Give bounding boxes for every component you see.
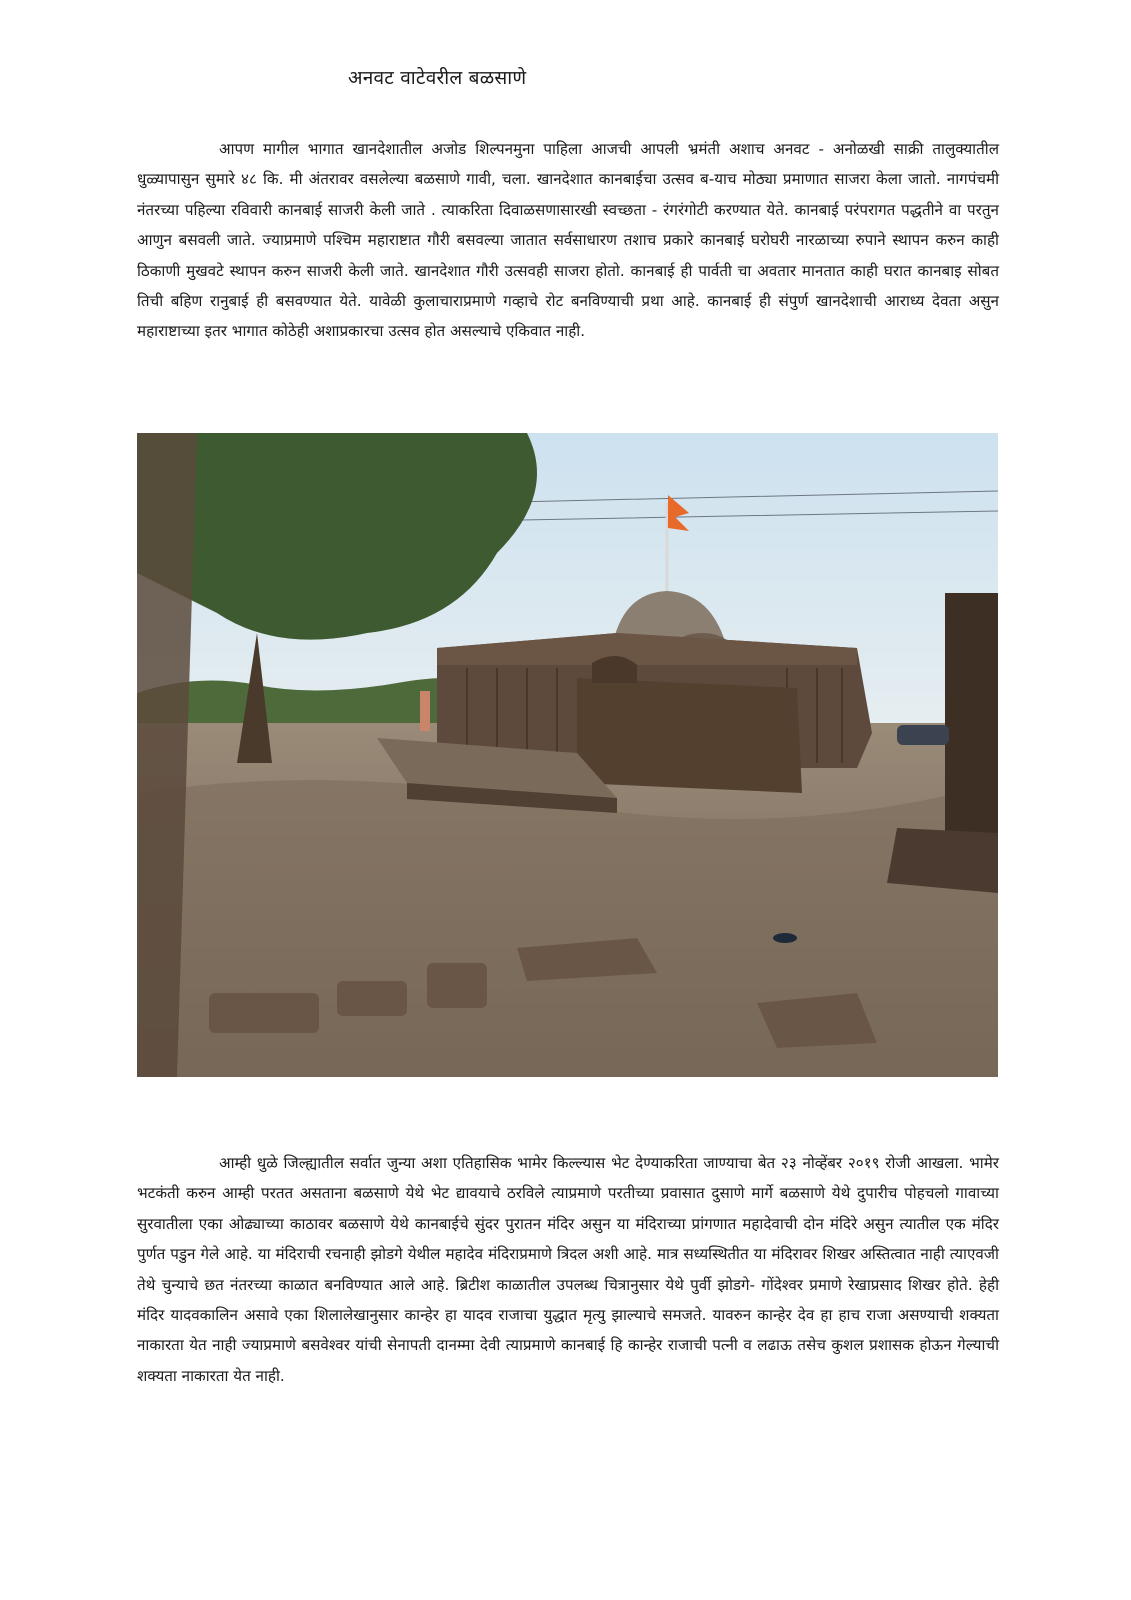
- person: [420, 691, 430, 731]
- temple-photo: [137, 433, 998, 1077]
- paragraph-intro: आपण मागील भागात खानदेशातील अजोड शिल्पनमुना पाहिला आजची आपली भ्रमंती अशाच अनवट - अनोळखी साक्री तालुक्यातील धुळ्यापासुन सुमारे ४८ कि. मी अंतरावर वसलेल्या बळसाणे गावी, चला. खानदेशात कानबाईचा उत्सव ब-याच मोठ्या प्रमाणात साजरा केला जातो. नागपंचमी नंतरच्या पहिल्या रविवारी कानबाई साजरी केली जाते . त्याकरिता दिवाळसणासारखी स्वच्छता - रंगरंगोटी करण्यात येते. कानबाई परंपरागत पद्धतीने वा परतुन आणुन बसवली जाते. ज्याप्रमाणे पश्चिम महाराष्टात गौरी बसवल्या जातात सर्वसाधारण तशाच प्रकारे कानबाई घरोघरी नारळाच्या रुपाने स्थापन करुन काही ठिकाणी मुखवटे स्थापन करुन साजरी केली जाते. खानदेशात गौरी उत्सवही साजरा होतो. कानबाई ही पार्वती चा अवतार मानतात काही घरात कानबाइ सोबत तिची बहिण रानुबाई ही बसवण्यात येते. यावेळी कुलाचाराप्रमाणे गव्हाचे रोट बनविण्याची प्रथा आहे. कानबाई ही संपुर्ण खानदेशाची आराध्य देवता असुन महाराष्टाच्या इतर भागात कोठेही अशाप्रकारचा उत्सव होत असल्याचे एकिवात नाही.: [137, 140, 999, 341]
- paragraph-visit: आम्ही धुळे जिल्ह्यातील सर्वात जुन्या अशा एतिहासिक भामेर किल्ल्यास भेट देण्याकरिता जाण्याचा बेत २३ नोव्हेंबर २०१९ रोजी आखला. भामेर भटकंती करुन आम्ही परतत असताना बळसाणे येथे भेट द्यावयाचे ठरविले त्याप्रमाणे परतीच्या प्रवासात दुसाणे मार्गे बळसाणे येथे दुपारीच पोहचलो गावाच्या सुरवातीला एका ओढ्याच्या काठावर बळसाणे येथे कानबाईचे सुंदर पुरातन मंदिर असुन या मंदिराच्या प्रांगणात महादेवाची दोन मंदिरे असुन त्यातील एक मंदिर पुर्णत पडुन गेले आहे. या मंदिराची रचनाही झोडगे येथील महादेव मंदिराप्रमाणे त्रिदल अशी आहे. मात्र सध्यस्थितीत या मंदिरावर शिखर अस्तित्वात नाही त्याएवजी तेथे चुन्याचे छत नंतरच्या काळात बनविण्यात आले आहे. ब्रिटीश काळातील उपलब्ध चित्रानुसार येथे पुर्वी झोडगे- गोंदेश्वर प्रमाणे रेखाप्रसाद शिखर होते. हेही मंदिर यादवकालिन असावे एका शिलालेखानुसार कान्हेर हा यादव राजाचा युद्धात मृत्यु झाल्याचे समजते. यावरुन कान्हेर देव हा हाच राजा असण्याची शक्यता नाकारता येत नाही ज्याप्रमाणे बसवेश्वर यांची सेनापती दानम्मा देवी त्याप्रमाणे कानबाई हि कान्हेर राजाची पत्नी व लढाऊ तसेच कुशल प्रशासक होऊन गेल्याची शक्यता नाकारता येत नाही.: [137, 1154, 999, 1385]
- parked-car: [897, 725, 949, 745]
- article-title: अनवट वाटेवरील बळसाणे: [348, 67, 527, 89]
- temple-mandapa: [577, 678, 802, 793]
- sandals: [773, 933, 797, 943]
- ruined-wall: [945, 593, 998, 853]
- ruined-steps: [887, 828, 998, 893]
